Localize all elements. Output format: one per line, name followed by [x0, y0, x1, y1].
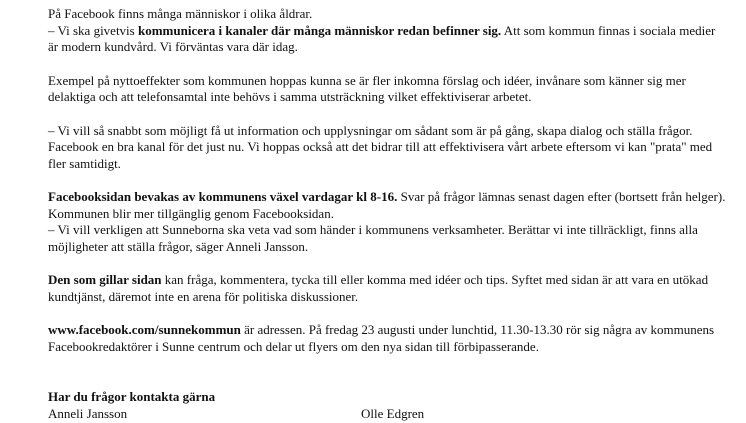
contact-section: [48, 389, 728, 423]
contact-names: [48, 406, 728, 423]
likes-bold: Den som gillar sidan: [48, 272, 162, 287]
monitoring-rest: Svar på frågor lämnas senast dagen efter (bortsett från helger). Kommunen blir mer tillgänglig genom Facebooksidan.: [48, 189, 726, 221]
contact-heading: Har du frågor kontakta gärna: [48, 389, 216, 404]
paragraph-intro: [48, 6, 728, 56]
contact-person-1: Anneli Jansson: [48, 405, 128, 421]
monitoring-bold: Facebooksidan bevakas av kommunens växel vardagar kl 8-16.: [48, 189, 398, 204]
contact-person-2: Olle Edgren: [361, 405, 425, 421]
quote-rest: Att som kommun finnas i sociala medier är modern kundvård. Vi förväntas vara där idag.: [48, 22, 716, 54]
monitoring-quote: – Vi vill verkligen att Sunneborna ska veta vad som händer i kommunens verksamheter. Berättar vi inte tillräckligt, finns alla möjligheter att ställa frågor, säger Anneli Jansson.: [48, 222, 698, 254]
intro-line: På Facebook finns många människor i olika åldrar.: [48, 6, 313, 21]
facebook-url[interactable]: www.facebook.com/sunnekommun: [48, 322, 241, 337]
likes-rest: kan fråga, kommentera, tycka till eller komma med idéer och tips. Syftet med sidan är att vara en utökad kundtjänst, däremot inte en arena för politiska diskussioner.: [48, 272, 709, 304]
paragraph-address: [48, 322, 728, 355]
press-release-body: [48, 6, 728, 423]
paragraph-benefits: Exempel på nyttoeffekter som kommunen hoppas kunna se är fler inkomna förslag och idéer, invånare som känner sig mer delaktiga och att telefonsamtal inte behövs i samma utsträckning vilket effektiviserar arbetet.: [48, 72, 686, 104]
quote-bold: kommunicera i kanaler där många människor redan befinner sig.: [137, 22, 502, 38]
quote-lead: – Vi ska givetvis: [48, 22, 138, 38]
paragraph-quote: – Vi vill så snabbt som möjligt få ut information och upplysningar om sådant som är på gång, skapa dialog och ställa frågor. Facebook en bra kanal för det just nu. Vi hoppas också att det bidrar till att effektivisera vårt arbete eftersom vi kan "prata" med fler samtidigt.: [48, 122, 713, 171]
paragraph-monitoring: [48, 189, 728, 255]
address-rest: är adressen. På fredag 23 augusti under lunchtid, 11.30-13.30 rör sig några av kommunens Facebookredaktörer i Sunne centrum och delar ut flyers om den nya sidan till förbipasserande.: [48, 322, 715, 354]
paragraph-likes: [48, 272, 728, 305]
